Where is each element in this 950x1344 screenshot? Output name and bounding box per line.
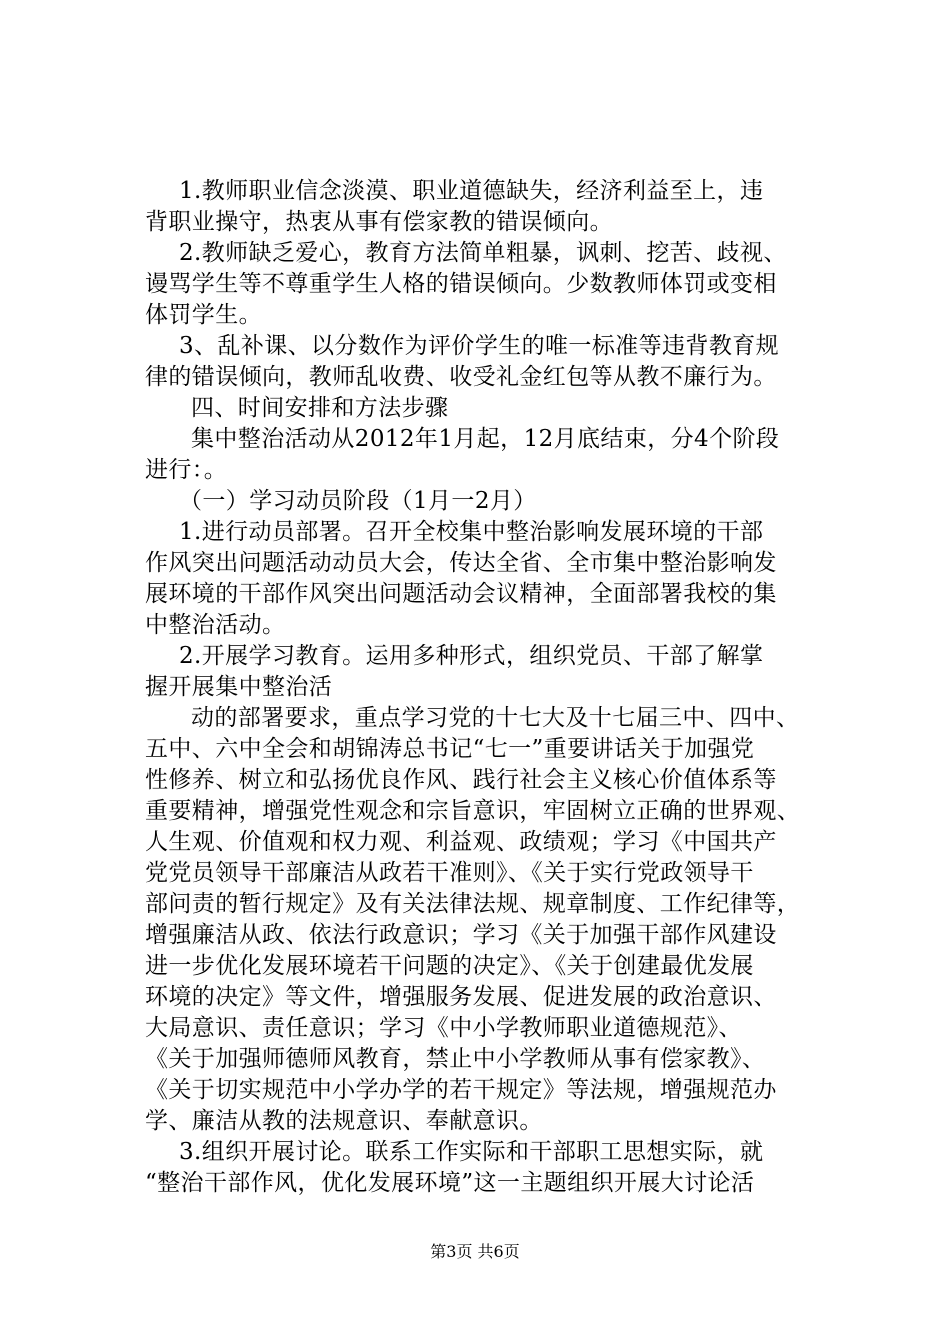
paragraph-line: 律的错误倾向，教师乱收费、收受礼金红包等从教不廉行为。 [145,364,777,390]
paragraph-line: 1.进行动员部署。召开全校集中整治影响发展环境的干部 [179,519,764,545]
paragraph-line: 五中、六中全会和胡锦涛总书记“七一”重要讲话关于加强党 [145,736,755,762]
paragraph-line: 大局意识、责任意识；学习《中小学教师职业道德规范》、 [145,1015,742,1041]
paragraph-line: 党党员领导干部廉洁从政若干准则》、《关于实行党政领导干 [145,860,754,886]
paragraph-line: 体罚学生。 [145,302,262,328]
paragraph-line: 重要精神，增强党性观念和宗旨意识，牢固树立正确的世界观、 [145,798,801,824]
paragraph-line: 3.组织开展讨论。联系工作实际和干部职工思想实际，就 [179,1139,764,1165]
paragraph-line: “整治干部作风，优化发展环境”这一主题组织开展大讨论活 [145,1170,755,1196]
paragraph-line: 2.教师缺乏爱心，教育方法简单粗暴，讽刺、挖苦、歧视、 [179,240,787,266]
paragraph-line: 3、乱补课、以分数作为评价学生的唯一标准等违背教育规 [179,333,780,359]
paragraph-line: 2.开展学习教育。运用多种形式，组织党员、干部了解掌 [179,643,764,669]
paragraph-line: 人生观、价值观和权力观、利益观、政绩观；学习《中国共产 [145,829,777,855]
paragraph-line: 背职业操守，热衷从事有偿家教的错误倾向。 [145,209,613,235]
subsection-heading: （一）学习动员阶段（1月一2月） [179,488,537,514]
paragraph-line: 环境的决定》等文件，增强服务发展、促进发展的政治意识、 [145,984,777,1010]
paragraph-line: 《关于加强师德师风教育，禁止中小学教师从事有偿家教》、 [145,1046,766,1072]
paragraph-line: 性修养、树立和弘扬优良作风、践行社会主义核心价值体系等 [145,767,777,793]
paragraph-line: 握开展集中整治活 [145,674,333,700]
paragraph-line: 作风突出问题活动动员大会，传达全省、全市集中整治影响发 [145,550,777,576]
paragraph-line: 部问责的暂行规定》及有关法律法规、规章制度、工作纪律等， [145,891,801,917]
paragraph-line: 进一步优化发展环境若干问题的决定》、《关于创建最优发展 [145,953,754,979]
paragraph-line: 1.教师职业信念淡漠、职业道德缺失，经济利益至上，违 [179,178,764,204]
paragraph-line: 进行：。 [145,457,228,483]
paragraph-line: 中整治活动。 [145,612,286,638]
paragraph-line: 动的部署要求，重点学习党的十七大及十七届三中、四中、 [191,705,800,731]
paragraph-line: 展环境的干部作风突出问题活动会议精神，全面部署我校的集 [145,581,777,607]
paragraph-line: 集中整治活动从2012年1月起，12月底结束，分4个阶段 [191,426,780,452]
paragraph-line: 谩骂学生等不尊重学生人格的错误倾向。少数教师体罚或变相 [145,271,777,297]
page-number: 第3页 共6页 [430,1242,520,1261]
paragraph-line: 增强廉洁从政、依法行政意识；学习《关于加强干部作风建设 [145,922,777,948]
paragraph-line: 《关于切实规范中小学办学的若干规定》等法规，增强规范办 [145,1077,777,1103]
section-heading: 四、时间安排和方法步骤 [191,395,449,421]
paragraph-line: 学、廉洁从教的法规意识、奉献意识。 [145,1108,543,1134]
document-body [145,176,845,1199]
